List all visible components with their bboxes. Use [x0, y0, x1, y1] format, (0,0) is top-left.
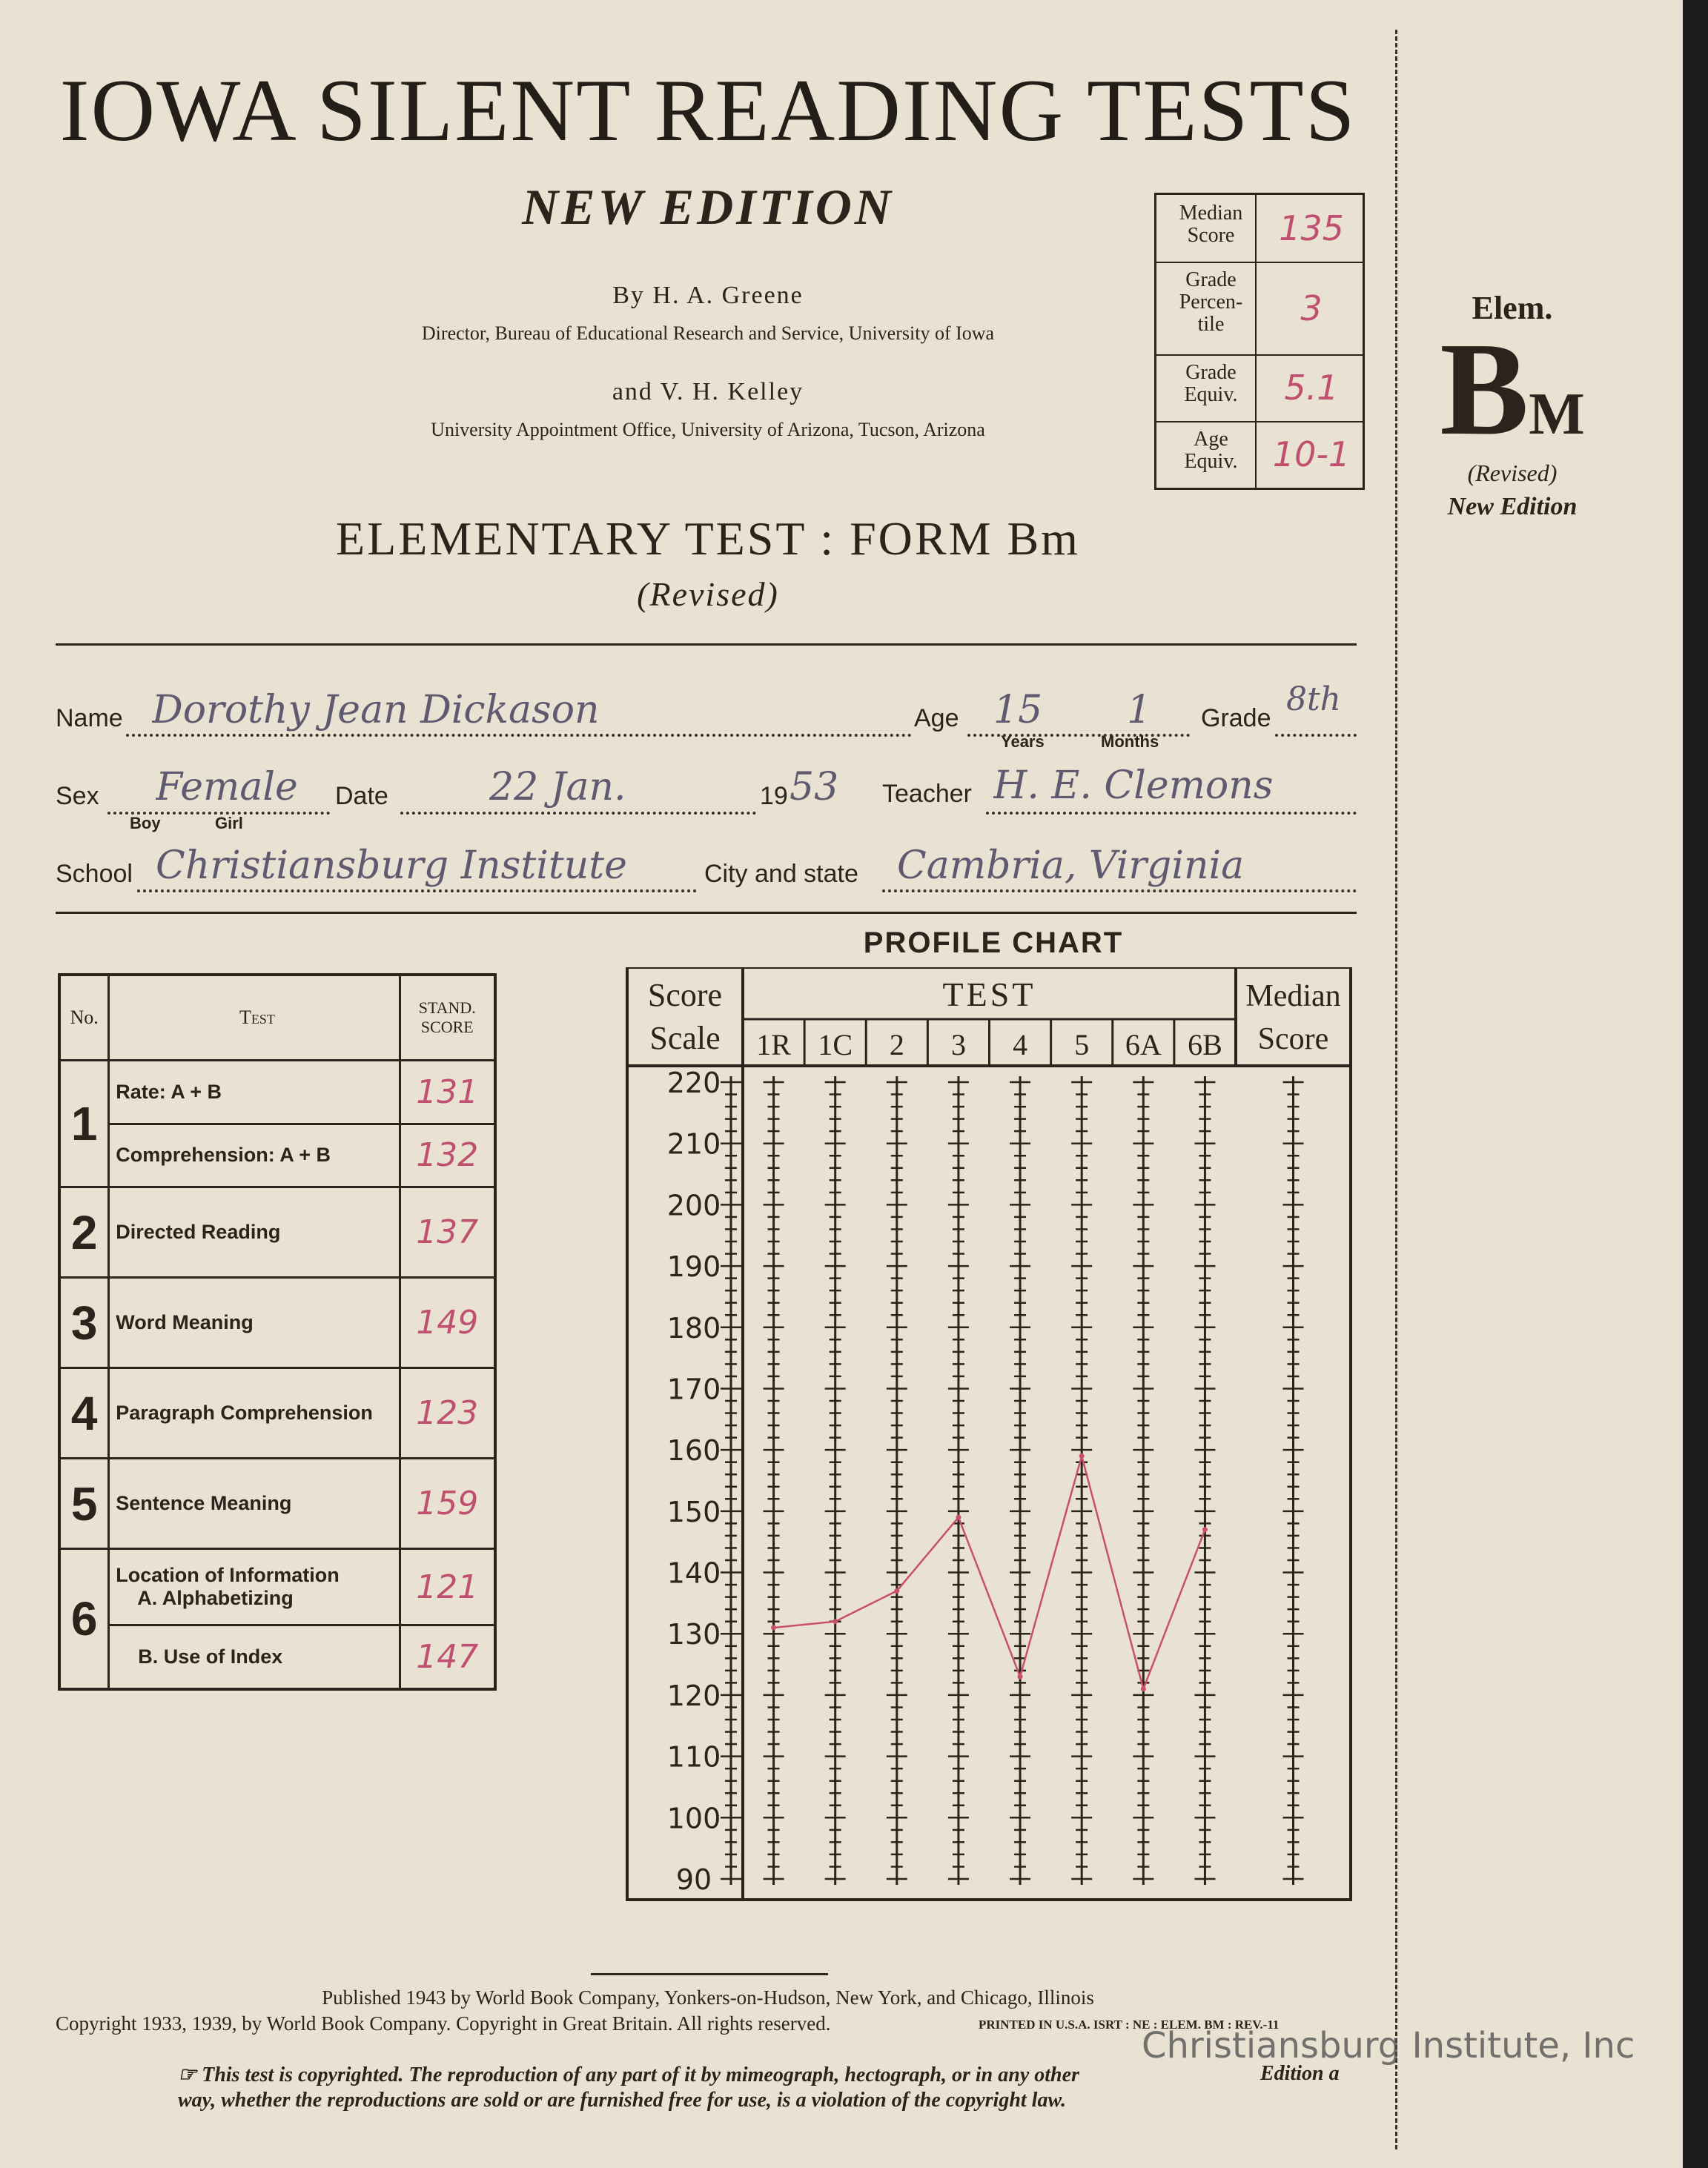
form-badge-revised: (Revised): [1467, 460, 1558, 486]
form-badge-new-edition: New Edition: [1447, 493, 1578, 520]
age-years-value[interactable]: 15: [993, 688, 1043, 732]
header-test: Test: [109, 975, 400, 1061]
test-form-subtitle: (Revised): [637, 575, 779, 613]
profile-point: [1202, 1527, 1208, 1532]
author-1: By H. A. Greene: [612, 282, 804, 309]
edition-code: Edition a: [1260, 2062, 1340, 2085]
test-name: Rate: A + B: [109, 1061, 400, 1124]
test-score[interactable]: 123: [400, 1368, 495, 1459]
author-1-affiliation: Director, Bureau of Educational Research and Service, University of Iowa: [421, 322, 995, 344]
edition-subtitle: NEW EDITION: [522, 179, 894, 235]
summary-value: 10-1: [1272, 434, 1351, 474]
profile-chart: [623, 967, 1364, 1909]
y-tick-label: 120: [666, 1679, 721, 1712]
summary-label: Age Equiv.: [1156, 421, 1257, 488]
test-number: 2: [59, 1187, 109, 1278]
y-tick-label: 170: [666, 1373, 721, 1406]
age-months-value[interactable]: 1: [1127, 688, 1152, 732]
months-caption: Months: [1101, 732, 1159, 751]
divider-middle: [56, 912, 1357, 914]
city-value[interactable]: Cambria, Virginia: [897, 843, 1245, 888]
test-score[interactable]: 131: [400, 1061, 495, 1124]
summary-label: Grade Equiv.: [1156, 354, 1257, 421]
y-tick-label: 140: [666, 1557, 721, 1590]
date-value[interactable]: 22 Jan.: [489, 765, 626, 809]
years-caption: Years: [1001, 732, 1045, 751]
summary-score-box: [1154, 193, 1365, 490]
test-name: Comprehension: A + B: [109, 1124, 400, 1187]
test-number: 6: [59, 1549, 109, 1689]
y-tick-label: 90: [675, 1863, 712, 1896]
table-row: [59, 1459, 495, 1549]
test-number: 3: [59, 1278, 109, 1368]
sex-label: Sex: [56, 782, 99, 810]
test-form-title: ELEMENTARY TEST : FORM Bm: [336, 512, 1080, 565]
test-name: Paragraph Comprehension: [109, 1368, 400, 1459]
table-row: [59, 1549, 495, 1625]
y-tick-label: 190: [666, 1250, 721, 1284]
publisher-line: Published 1943 by World Book Company, Yonkers-on-Hudson, New York, and Chicago, Illinois: [322, 1986, 1094, 2009]
summary-row: [1156, 421, 1363, 488]
x-tick-label: 1C: [818, 1028, 853, 1061]
test-name: Word Meaning: [109, 1278, 400, 1368]
chart-header-scale-2: Scale: [649, 1020, 721, 1056]
summary-row: [1156, 195, 1363, 263]
y-tick-label: 180: [666, 1311, 721, 1345]
test-number: 5: [59, 1459, 109, 1549]
form-badge-letter: [1409, 315, 1616, 481]
profile-point: [771, 1625, 776, 1630]
school-value[interactable]: Christiansburg Institute: [156, 843, 627, 888]
x-tick-label: 3: [950, 1028, 966, 1061]
table-header-row: [59, 975, 495, 1061]
test-score[interactable]: 149: [400, 1278, 495, 1368]
y-tick-label: 110: [666, 1740, 721, 1774]
test-score[interactable]: 137: [400, 1187, 495, 1278]
date-line: [400, 812, 756, 815]
copyright-notice-2: way, whether the reproductions are sold or are furnished free for use, is a violation of the copyright law.: [178, 2089, 1067, 2112]
summary-label: Median Score: [1156, 195, 1257, 262]
test-name: B. Use of Index: [109, 1625, 400, 1689]
footer-rule: [591, 1973, 828, 1975]
profile-point: [1018, 1674, 1023, 1680]
form-badge-big: B: [1440, 315, 1529, 463]
date-label: Date: [335, 782, 388, 810]
age-label: Age: [914, 704, 959, 732]
test-score[interactable]: 159: [400, 1459, 495, 1549]
teacher-value[interactable]: H. E. Clemons: [993, 763, 1274, 808]
table-row: [59, 1124, 495, 1187]
summary-value: 3: [1300, 288, 1323, 328]
test-name: Directed Reading: [109, 1187, 400, 1278]
school-label: School: [56, 860, 133, 888]
test-number: 1: [59, 1061, 109, 1187]
x-tick-label: 5: [1074, 1028, 1090, 1061]
x-tick-label: 4: [1013, 1028, 1028, 1061]
profile-point: [1079, 1453, 1085, 1459]
y-tick-label: 100: [666, 1802, 721, 1835]
x-tick-label: 6B: [1188, 1028, 1222, 1061]
page-title: IOWA SILENT READING TESTS: [59, 61, 1357, 159]
test-score[interactable]: 121: [400, 1549, 495, 1625]
x-tick-label: 1R: [756, 1028, 791, 1061]
chart-header-scale-1: Score: [647, 977, 723, 1013]
printed-code: PRINTED IN U.S.A. ISRT : NE : ELEM. BM : REV.-11: [979, 2018, 1280, 2032]
teacher-line: [986, 812, 1357, 815]
chart-header-median-1: Median: [1245, 979, 1341, 1013]
standard-score-table: [58, 973, 497, 1691]
name-label: Name: [56, 704, 123, 732]
author-2: and V. H. Kelley: [612, 378, 804, 405]
table-row: [59, 1368, 495, 1459]
header-no: No.: [59, 975, 109, 1061]
summary-value: 135: [1279, 208, 1344, 248]
test-score[interactable]: 147: [400, 1625, 495, 1689]
x-tick-label: 2: [889, 1028, 904, 1061]
chart-header-median-2: Score: [1257, 1022, 1329, 1056]
y-tick-label: 130: [666, 1618, 721, 1651]
copyright-line: Copyright 1933, 1939, by World Book Company. Copyright in Great Britain. All rights reserved.: [56, 2012, 831, 2035]
y-tick-label: 220: [666, 1067, 721, 1099]
x-tick-label: 6A: [1125, 1028, 1162, 1061]
boy-caption: Boy: [130, 814, 161, 832]
y-tick-label: 160: [666, 1434, 721, 1468]
divider-top: [56, 643, 1357, 646]
summary-label: Grade Percen- tile: [1156, 262, 1257, 354]
test-score[interactable]: 132: [400, 1124, 495, 1187]
name-line: [126, 734, 912, 737]
girl-caption: Girl: [215, 814, 243, 832]
table-row: [59, 1187, 495, 1278]
y-tick-label: 150: [666, 1495, 721, 1528]
table-row: [59, 1278, 495, 1368]
watermark: Christiansburg Institute, Inc: [1142, 2025, 1635, 2066]
grade-value[interactable]: 8th: [1286, 680, 1342, 718]
perforation-line: [1395, 30, 1397, 2149]
chart-header-test: TEST: [942, 975, 1036, 1013]
form-badge-small: M: [1529, 382, 1585, 447]
summary-value: 5.1: [1284, 368, 1339, 408]
form-badge-label: Elem.: [1472, 290, 1553, 326]
y-tick-label: 200: [666, 1189, 721, 1222]
city-line: [882, 889, 1357, 892]
copyright-notice-1: ☞ This test is copyrighted. The reproduction of any part of it by mimeograph, hectograph, or in any other: [178, 2063, 1079, 2086]
summary-row: [1156, 354, 1363, 422]
sex-value[interactable]: Female: [156, 765, 298, 809]
y-tick-label: 210: [666, 1127, 721, 1161]
year-value[interactable]: 53: [790, 765, 839, 809]
name-value[interactable]: Dorothy Jean Dickason: [152, 688, 600, 732]
teacher-label: Teacher: [882, 780, 972, 808]
author-2-affiliation: University Appointment Office, University of Arizona, Tucson, Arizona: [431, 419, 985, 440]
test-name: Location of Information A. Alphabetizing: [109, 1549, 400, 1625]
test-number: 4: [59, 1368, 109, 1459]
profile-point: [956, 1515, 961, 1520]
profile-point: [1141, 1686, 1146, 1691]
school-line: [137, 889, 697, 892]
city-label: City and state: [704, 860, 858, 888]
grade-label: Grade: [1201, 704, 1271, 732]
table-row: [59, 1625, 495, 1689]
summary-row: [1156, 262, 1363, 356]
profile-point: [833, 1619, 838, 1624]
test-name: Sentence Meaning: [109, 1459, 400, 1549]
grade-line: [1275, 734, 1357, 737]
header-score: STAND. SCORE: [400, 975, 495, 1061]
profile-point: [894, 1588, 899, 1594]
chart-title: PROFILE CHART: [863, 926, 1124, 959]
table-row: [59, 1061, 495, 1124]
year-prefix: 19: [760, 782, 788, 810]
